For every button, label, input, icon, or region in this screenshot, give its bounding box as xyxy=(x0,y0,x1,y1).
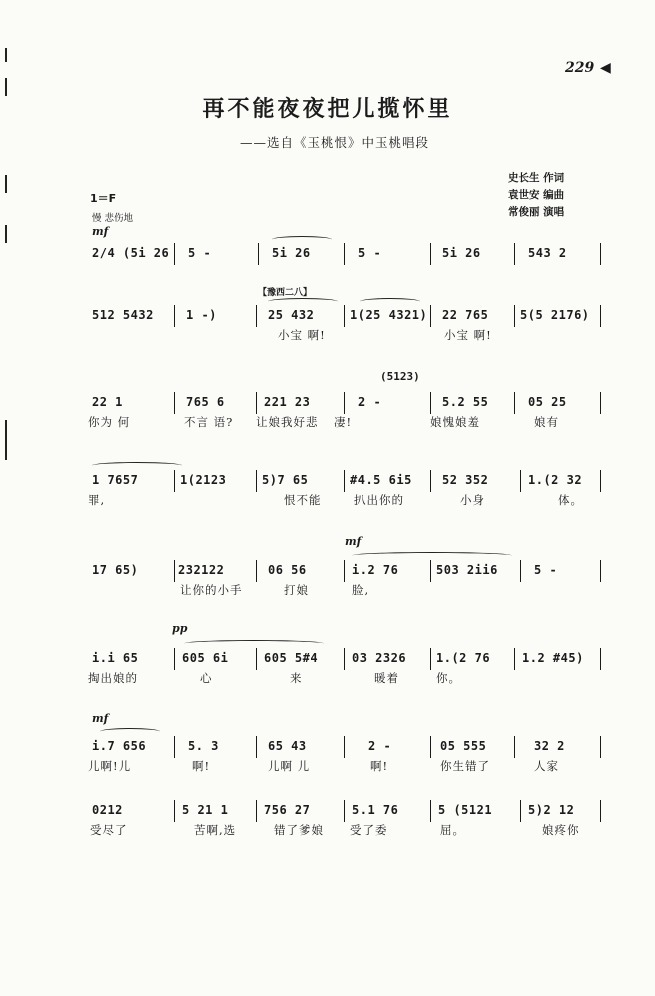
measure: 5. 3 xyxy=(188,739,219,753)
measure: 5i 26 xyxy=(442,246,481,260)
measure: 65 43 xyxy=(268,739,307,753)
slur-arc xyxy=(184,640,324,647)
music-system xyxy=(88,560,602,600)
measure: 221 23 xyxy=(264,395,311,409)
lyrics-line xyxy=(88,492,602,510)
section-label: 【豫西二八】 xyxy=(258,288,313,298)
measure: 05 555 xyxy=(440,739,487,753)
lyric: 来 xyxy=(290,671,303,685)
lyric: 凄! xyxy=(334,415,353,429)
barline xyxy=(174,800,175,822)
measure: 5(5 2176) xyxy=(520,308,590,322)
lyricist-credit: 史长生 作词 xyxy=(508,172,565,184)
measure: 1 -) xyxy=(186,308,217,322)
barline xyxy=(174,560,175,582)
barline xyxy=(514,648,515,670)
barline xyxy=(174,736,175,758)
dynamic-mark: pp xyxy=(172,622,188,635)
lyric: 娘有 xyxy=(534,415,559,429)
lyrics-line xyxy=(88,327,602,345)
lyric: 娘疼你 xyxy=(542,823,580,837)
lyric: 暖着 xyxy=(374,671,399,685)
lyric: 啊! xyxy=(370,759,389,773)
measure: 232122 xyxy=(178,563,225,577)
measure: 1.2 #45) xyxy=(522,651,584,665)
slur-arc xyxy=(92,462,182,469)
tempo-marking: 慢 悲伤地 xyxy=(92,213,134,224)
measure: 5i 26 xyxy=(272,246,311,260)
barline xyxy=(344,243,345,265)
barline xyxy=(344,560,345,582)
barline xyxy=(430,470,431,492)
notation-line xyxy=(88,305,602,327)
barline xyxy=(514,243,515,265)
notation-line xyxy=(88,800,602,822)
barline xyxy=(256,560,257,582)
lyrics-line xyxy=(88,758,602,776)
measure: i.i 65 xyxy=(92,651,139,665)
barline xyxy=(174,243,175,265)
barline xyxy=(600,800,601,822)
barline xyxy=(344,392,345,414)
measure: 0212 xyxy=(92,803,123,817)
music-system xyxy=(88,392,602,432)
barline xyxy=(514,392,515,414)
binding-edge xyxy=(5,48,7,62)
singer-credit: 常俊丽 演唱 xyxy=(508,206,565,218)
barline xyxy=(600,392,601,414)
lyric: 掏出娘的 xyxy=(88,671,138,685)
lyric: 让娘我好悲 xyxy=(256,415,319,429)
measure: 5 21 1 xyxy=(182,803,229,817)
music-system xyxy=(88,736,602,776)
barline xyxy=(600,560,601,582)
lyric: 扒出你的 xyxy=(354,493,404,507)
measure: 5.1 76 xyxy=(352,803,399,817)
lyric: 罪, xyxy=(88,493,106,507)
music-system xyxy=(88,243,602,265)
dynamic-mark: mf xyxy=(92,225,109,238)
barline xyxy=(520,470,521,492)
notation-line xyxy=(88,243,602,265)
lyric: 受尽了 xyxy=(90,823,128,837)
barline xyxy=(174,305,175,327)
lyric: 小宝 啊! xyxy=(278,328,326,342)
lyric: 小宝 啊! xyxy=(444,328,492,342)
lyric: 小身 xyxy=(460,493,485,507)
measure: 1.(2 76 xyxy=(436,651,491,665)
measure: 765 6 xyxy=(186,395,225,409)
binding-edge xyxy=(5,175,7,193)
measure: 512 5432 xyxy=(92,308,154,322)
barline xyxy=(600,305,601,327)
notation-line xyxy=(88,560,602,582)
measure: 32 2 xyxy=(534,739,565,753)
barline xyxy=(430,392,431,414)
lyrics-line xyxy=(88,670,602,688)
dynamic-mark: mf xyxy=(92,712,109,725)
slur-arc xyxy=(272,236,332,243)
measure: 1.(2 32 xyxy=(528,473,583,487)
lyric: 打娘 xyxy=(284,583,309,597)
measure: #4.5 6i5 xyxy=(350,473,412,487)
measure: 22 1 xyxy=(92,395,123,409)
barline xyxy=(514,305,515,327)
barline xyxy=(256,470,257,492)
lyric: 脸, xyxy=(352,583,370,597)
measure: 17 65) xyxy=(92,563,139,577)
measure: 2 - xyxy=(358,395,382,409)
notation-line xyxy=(88,392,602,414)
page-corner-mark: ◀ xyxy=(600,60,611,76)
lyric: 受了委 xyxy=(350,823,388,837)
barline xyxy=(256,736,257,758)
measure: 1(2123 xyxy=(180,473,227,487)
notation-line xyxy=(88,648,602,670)
credits xyxy=(508,170,564,221)
barline xyxy=(520,560,521,582)
barline xyxy=(174,470,175,492)
lyric: 你。 xyxy=(436,671,461,685)
lyrics-line xyxy=(88,414,602,432)
barline xyxy=(600,470,601,492)
barline xyxy=(344,470,345,492)
barline xyxy=(344,305,345,327)
slur-arc xyxy=(268,298,338,305)
measure: 05 25 xyxy=(528,395,567,409)
slur-arc xyxy=(360,298,420,305)
barline xyxy=(174,648,175,670)
arranger-credit: 袁世安 编曲 xyxy=(508,189,565,201)
lyrics-line xyxy=(88,582,602,600)
lyric: 人家 xyxy=(534,759,559,773)
barline xyxy=(600,648,601,670)
barline xyxy=(514,736,515,758)
slur-arc xyxy=(352,552,512,559)
music-system xyxy=(88,648,602,688)
barline xyxy=(430,305,431,327)
dynamic-mark: mf xyxy=(345,535,362,548)
lyric: 你生错了 xyxy=(440,759,490,773)
barline xyxy=(344,736,345,758)
measure: 5 - xyxy=(188,246,212,260)
measure: 1 7657 xyxy=(92,473,139,487)
barline xyxy=(430,648,431,670)
barline xyxy=(256,800,257,822)
binding-edge xyxy=(5,225,7,243)
barline xyxy=(344,800,345,822)
lyric: 啊! xyxy=(192,759,211,773)
lyric: 你为 何 xyxy=(88,415,131,429)
lyric: 屈。 xyxy=(440,823,465,837)
barline xyxy=(174,392,175,414)
lyric: 恨不能 xyxy=(284,493,322,507)
measure: 605 5#4 xyxy=(264,651,319,665)
measure: 2 - xyxy=(368,739,392,753)
measure: i.7 656 xyxy=(92,739,147,753)
barline xyxy=(520,800,521,822)
barline xyxy=(430,800,431,822)
measure: 25 432 xyxy=(268,308,315,322)
measure: 2/4 (5i 26 xyxy=(92,246,170,260)
barline xyxy=(600,736,601,758)
song-title: 再不能夜夜把儿揽怀里 xyxy=(202,96,453,122)
lyric: 让你的小手 xyxy=(180,583,243,597)
page-number: 229 xyxy=(565,60,595,76)
measure: 06 56 xyxy=(268,563,307,577)
measure: 52 352 xyxy=(442,473,489,487)
measure: 5)2 12 xyxy=(528,803,575,817)
lyric: 心 xyxy=(200,671,213,685)
measure: 5 - xyxy=(358,246,382,260)
lyrics-line xyxy=(88,822,602,840)
barline xyxy=(256,392,257,414)
music-system xyxy=(88,470,602,510)
barline xyxy=(600,243,601,265)
measure: 543 2 xyxy=(528,246,567,260)
lyric: 儿啊!儿 xyxy=(88,759,132,773)
music-system xyxy=(88,800,602,840)
measure: i.2 76 xyxy=(352,563,399,577)
lyric: 儿啊 儿 xyxy=(268,759,311,773)
binding-edge xyxy=(5,420,7,460)
measure: 03 2326 xyxy=(352,651,407,665)
measure: 756 27 xyxy=(264,803,311,817)
measure: 605 6i xyxy=(182,651,229,665)
lyric: 体。 xyxy=(558,493,583,507)
lyric: 错了爹娘 xyxy=(274,823,324,837)
lyric: 不言 语? xyxy=(184,415,234,429)
music-system xyxy=(88,305,602,345)
measure: 22 765 xyxy=(442,308,489,322)
measure: 503 2ii6 xyxy=(436,563,498,577)
barline xyxy=(256,305,257,327)
barline xyxy=(430,736,431,758)
barline xyxy=(256,648,257,670)
barline xyxy=(430,243,431,265)
measure: 5.2 55 xyxy=(442,395,489,409)
barline xyxy=(430,560,431,582)
measure: 5 (5121 xyxy=(438,803,493,817)
notation-line xyxy=(88,470,602,492)
measure: 5 - xyxy=(534,563,558,577)
song-subtitle: ——选自《玉桃恨》中玉桃唱段 xyxy=(240,135,430,150)
lyric: 苦啊,选 xyxy=(194,823,237,837)
extra-notes: (5123) xyxy=(380,370,420,383)
measure: 1(25 4321) xyxy=(350,308,428,322)
barline xyxy=(344,648,345,670)
key-signature: 1＝F xyxy=(90,192,117,205)
measure: 5)7 65 xyxy=(262,473,309,487)
barline xyxy=(258,243,259,265)
lyric: 娘愧娘羞 xyxy=(430,415,480,429)
notation-line xyxy=(88,736,602,758)
slur-arc xyxy=(100,728,160,735)
